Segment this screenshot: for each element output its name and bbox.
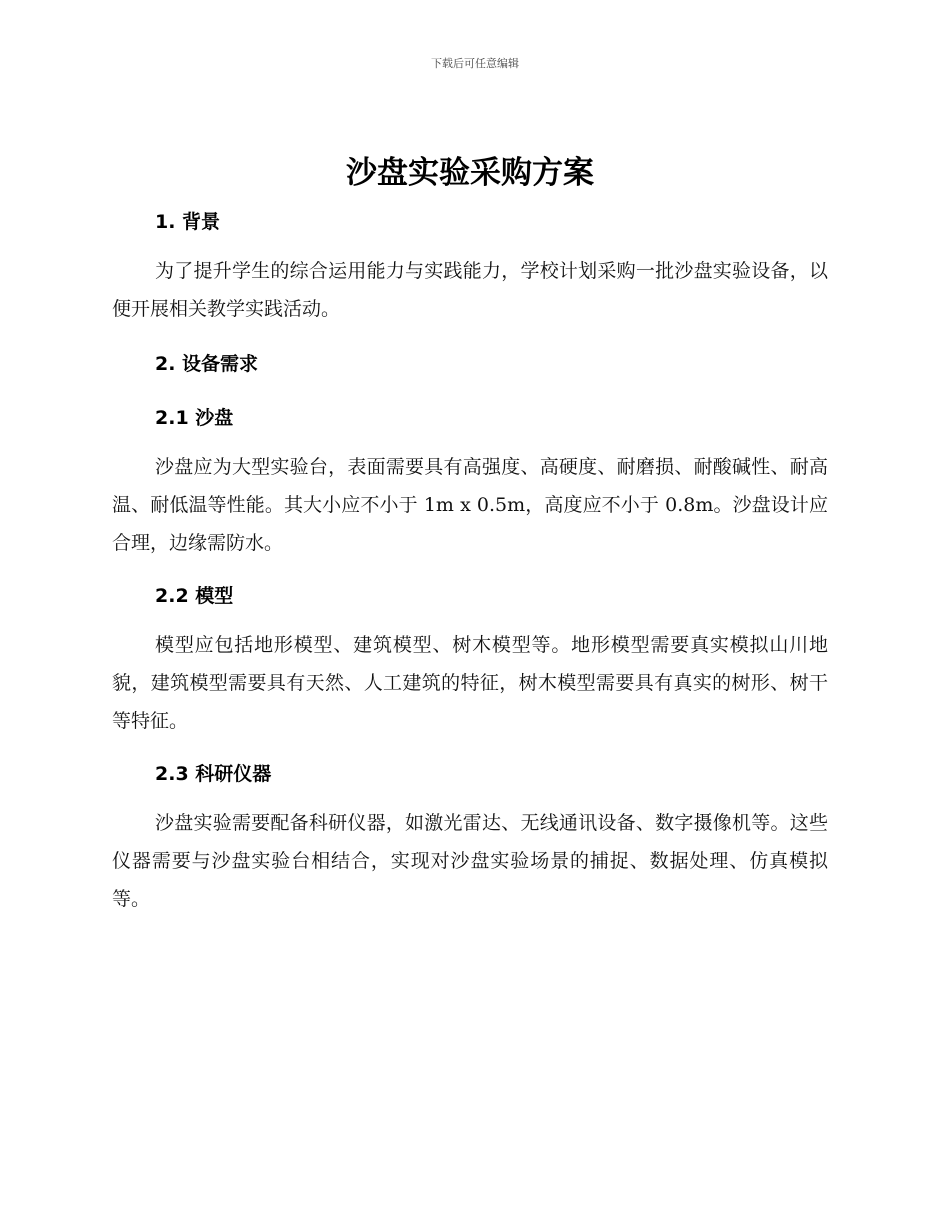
section-paragraph-models: 模型应包括地形模型、建筑模型、树木模型等。地形模型需要真实模拟山川地貌，建筑模型需要具有天然、人工建筑的特征，树木模型需要具有真实的树形、树干等特征。 [112, 634, 828, 732]
section-heading-models: 2.2 模型 [155, 585, 234, 607]
section-heading-equipment-requirements: 2. 设备需求 [155, 353, 259, 375]
section-paragraph-background: 为了提升学生的综合运用能力与实践能力，学校计划采购一批沙盘实验设备，以便开展相关教学实践活动。 [112, 260, 828, 320]
section-heading-background: 1. 背景 [155, 211, 221, 233]
section-paragraph-research-instruments: 沙盘实验需要配备科研仪器，如激光雷达、无线通讯设备、数字摄像机等。这些仪器需要与沙盘实验台相结合，实现对沙盘实验场景的捕捉、数据处理、仿真模拟等。 [112, 812, 828, 910]
section-heading-sand-table: 2.1 沙盘 [155, 407, 234, 429]
section-heading-research-instruments: 2.3 科研仪器 [155, 763, 272, 785]
document-body [112, 150, 828, 918]
page-header-note: 下载后可任意编辑 [431, 57, 519, 70]
section-paragraph-sand-table: 沙盘应为大型实验台，表面需要具有高强度、高硬度、耐磨损、耐酸碱性、耐高温、耐低温等性能。其大小应不小于 1m x 0.5m，高度应不小于 0.8m。沙盘设计应合理，边缘需防水。 [112, 456, 828, 554]
document-title: 沙盘实验采购方案 [346, 155, 594, 191]
